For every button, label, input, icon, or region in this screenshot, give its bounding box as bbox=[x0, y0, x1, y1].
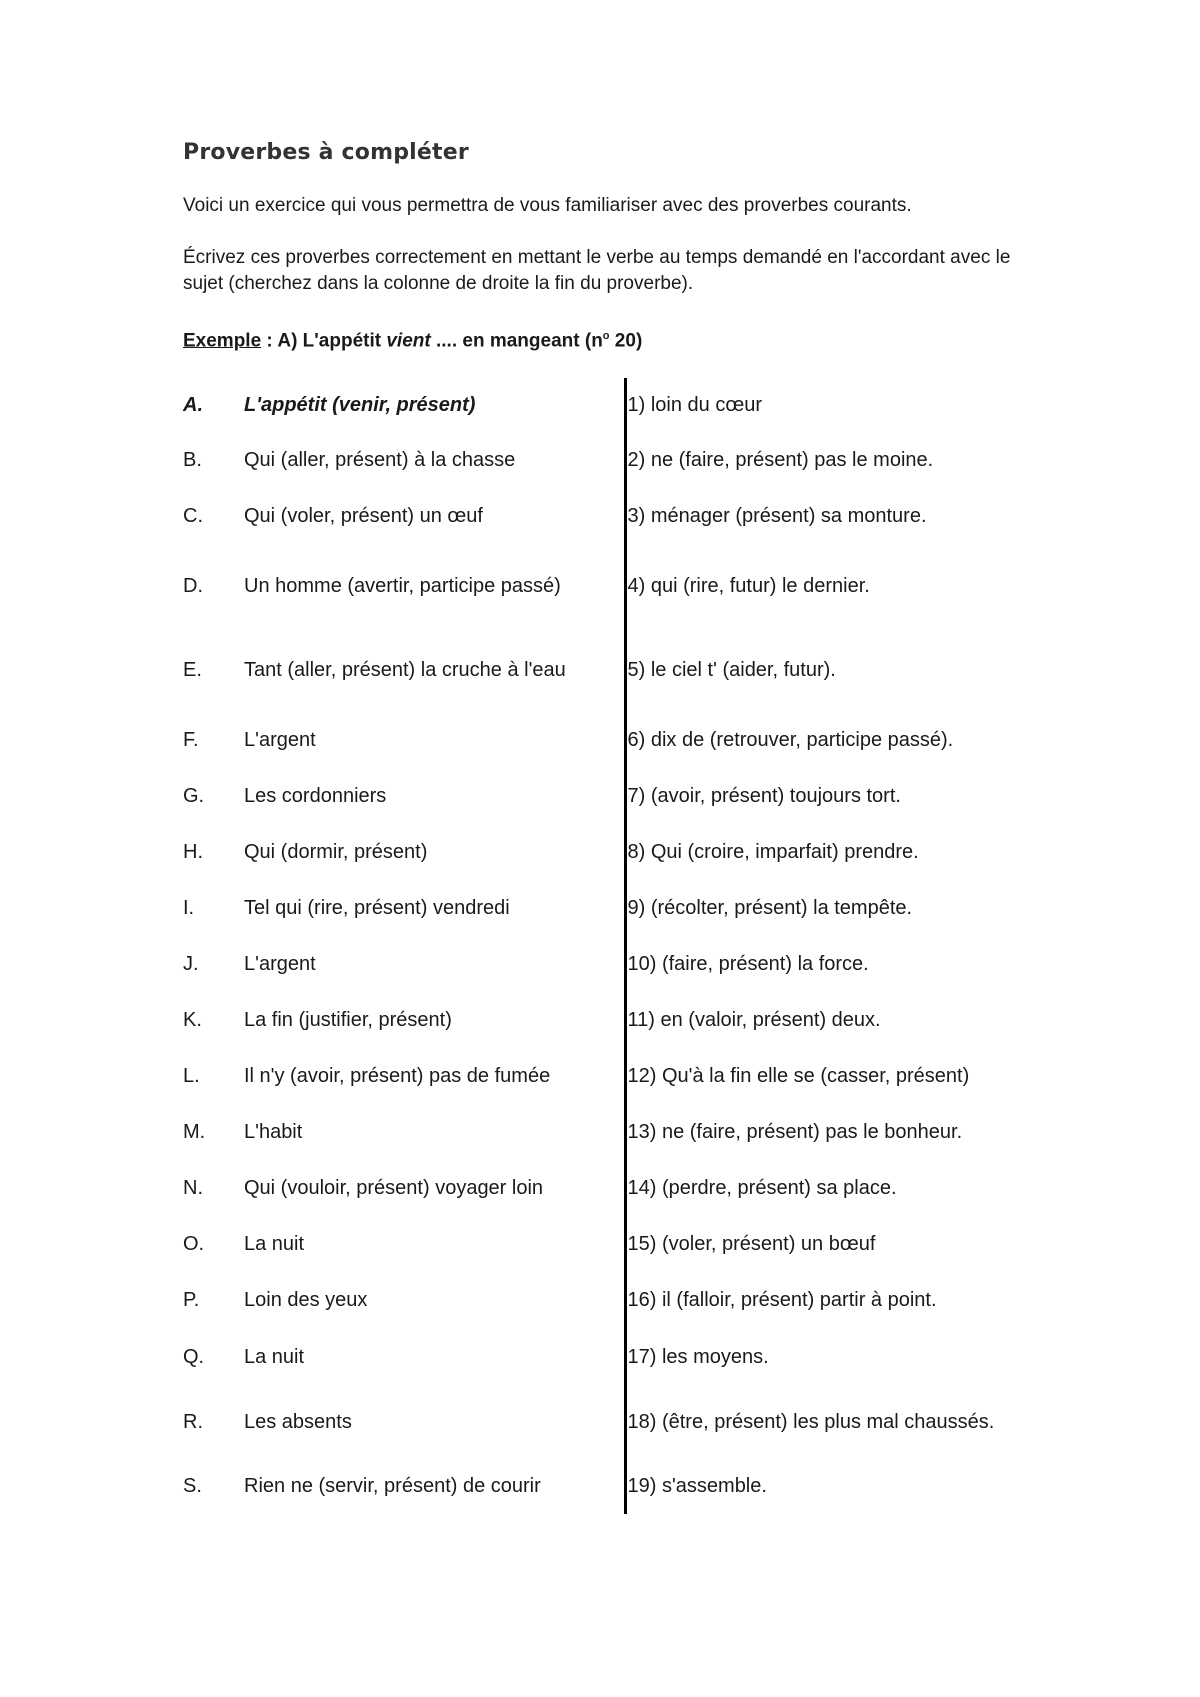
proverb-start-cell bbox=[183, 432, 625, 488]
row-letter: E. bbox=[183, 659, 202, 682]
row-letter: Q. bbox=[183, 1346, 205, 1369]
example-after: .... en mangeant (n bbox=[430, 330, 603, 352]
proverb-start-text: La nuit bbox=[244, 1346, 305, 1369]
page-title: Proverbes à compléter bbox=[183, 140, 469, 165]
proverb-start-text: Qui (vouloir, présent) voyager loin bbox=[244, 1177, 544, 1200]
proverb-start-cell bbox=[183, 824, 625, 880]
proverb-row bbox=[183, 1458, 1033, 1514]
proverb-end-cell: 5) le ciel t' (aider, futur). bbox=[625, 628, 1033, 712]
example-verb: vient bbox=[386, 330, 431, 352]
row-letter: P. bbox=[183, 1289, 200, 1312]
proverb-row bbox=[183, 824, 1033, 880]
proverb-start-cell bbox=[183, 628, 625, 712]
proverb-start-cell bbox=[183, 488, 625, 544]
proverb-start-cell bbox=[183, 1272, 625, 1328]
proverb-end-cell: 16) il (falloir, présent) partir à point. bbox=[625, 1272, 1033, 1328]
proverb-start-text: Tant (aller, présent) la cruche à l'eau bbox=[244, 659, 566, 682]
proverb-start-text: Qui (voler, présent) un œuf bbox=[244, 505, 483, 528]
proverb-start-text: L'habit bbox=[244, 1121, 303, 1144]
document-page bbox=[183, 140, 1043, 1514]
proverb-row bbox=[183, 544, 1033, 628]
proverb-end-cell: 2) ne (faire, présent) pas le moine. bbox=[625, 432, 1033, 488]
proverb-start-text: Les cordonniers bbox=[244, 785, 387, 808]
row-letter: N. bbox=[183, 1177, 203, 1200]
proverb-end-cell: 1) loin du cœur bbox=[625, 378, 1033, 432]
proverb-start-cell bbox=[183, 1048, 625, 1104]
proverb-start-cell bbox=[183, 936, 625, 992]
proverb-start-text: L'argent bbox=[244, 953, 316, 976]
row-letter: J. bbox=[183, 953, 199, 976]
instruction-paragraph: Écrivez ces proverbes correctement en mettant le verbe au temps demandé en l'accordant avec le sujet (cherchez dans la colonne de droite la fin du proverbe). bbox=[183, 247, 1011, 294]
proverb-row bbox=[183, 992, 1033, 1048]
proverb-row bbox=[183, 1048, 1033, 1104]
example-label: Exemple bbox=[183, 330, 262, 352]
proverb-end-cell: 18) (être, présent) les plus mal chaussés. bbox=[625, 1386, 1033, 1458]
proverb-start-cell bbox=[183, 1458, 625, 1514]
proverb-row bbox=[183, 712, 1033, 768]
row-letter: H. bbox=[183, 841, 203, 864]
proverb-end-cell: 6) dix de (retrouver, participe passé). bbox=[625, 712, 1033, 768]
proverb-start-text: Un homme (avertir, participe passé) bbox=[244, 575, 561, 598]
row-letter: G. bbox=[183, 785, 205, 808]
proverb-end-cell: 3) ménager (présent) sa monture. bbox=[625, 488, 1033, 544]
proverb-start-text: Qui (aller, présent) à la chasse bbox=[244, 449, 516, 472]
proverb-end-cell: 7) (avoir, présent) toujours tort. bbox=[625, 768, 1033, 824]
proverbs-table-body bbox=[183, 378, 1033, 1514]
proverb-end-cell: 11) en (valoir, présent) deux. bbox=[625, 992, 1033, 1048]
proverb-start-text: La nuit bbox=[244, 1233, 305, 1256]
proverb-start-text: Il n'y (avoir, présent) pas de fumée bbox=[244, 1065, 551, 1088]
row-letter: C. bbox=[183, 505, 203, 528]
proverb-row bbox=[183, 1160, 1033, 1216]
proverb-row bbox=[183, 628, 1033, 712]
row-letter: K. bbox=[183, 1009, 202, 1032]
proverb-end-cell: 12) Qu'à la fin elle se (casser, présent) bbox=[625, 1048, 1033, 1104]
example-before: A) L'appétit bbox=[277, 330, 387, 352]
proverb-row bbox=[183, 1386, 1033, 1458]
proverb-row bbox=[183, 1328, 1033, 1386]
row-letter: D. bbox=[183, 575, 203, 598]
proverbs-table bbox=[183, 378, 1033, 1514]
proverb-row bbox=[183, 1216, 1033, 1272]
proverb-start-cell bbox=[183, 712, 625, 768]
proverb-start-text: L'argent bbox=[244, 729, 316, 752]
example-separator: : bbox=[261, 330, 278, 352]
proverb-end-cell: 17) les moyens. bbox=[625, 1328, 1033, 1386]
row-letter: R. bbox=[183, 1411, 203, 1434]
row-letter: B. bbox=[183, 449, 202, 472]
proverb-row bbox=[183, 880, 1033, 936]
row-letter: I. bbox=[183, 897, 195, 920]
proverb-start-text: Rien ne (servir, présent) de courir bbox=[244, 1475, 541, 1498]
proverb-row bbox=[183, 936, 1033, 992]
proverb-start-cell bbox=[183, 378, 625, 432]
proverb-end-cell: 9) (récolter, présent) la tempête. bbox=[625, 880, 1033, 936]
intro-paragraph: Voici un exercice qui vous permettra de vous familiariser avec des proverbes courants. bbox=[183, 195, 912, 216]
proverb-start-cell bbox=[183, 992, 625, 1048]
row-letter: F. bbox=[183, 729, 199, 752]
example-superscript: o bbox=[602, 330, 610, 342]
row-letter: O. bbox=[183, 1233, 205, 1256]
proverb-end-cell: 4) qui (rire, futur) le dernier. bbox=[625, 544, 1033, 628]
proverb-row bbox=[183, 1272, 1033, 1328]
proverb-start-text: La fin (justifier, présent) bbox=[244, 1009, 452, 1032]
proverb-row bbox=[183, 378, 1033, 432]
proverb-start-cell bbox=[183, 880, 625, 936]
proverb-start-text: Tel qui (rire, présent) vendredi bbox=[244, 897, 510, 920]
row-letter: M. bbox=[183, 1121, 206, 1144]
proverb-start-cell bbox=[183, 544, 625, 628]
example-line bbox=[183, 323, 1043, 354]
row-letter: L. bbox=[183, 1065, 200, 1088]
example-end: 20) bbox=[609, 330, 643, 352]
proverb-row bbox=[183, 1104, 1033, 1160]
proverb-start-cell bbox=[183, 1386, 625, 1458]
proverb-start-text: Les absents bbox=[244, 1411, 352, 1434]
proverb-start-cell bbox=[183, 1160, 625, 1216]
proverb-start-cell bbox=[183, 1216, 625, 1272]
row-letter: A. bbox=[183, 394, 203, 417]
proverb-end-cell: 19) s'assemble. bbox=[625, 1458, 1033, 1514]
proverb-end-cell: 13) ne (faire, présent) pas le bonheur. bbox=[625, 1104, 1033, 1160]
proverb-row bbox=[183, 488, 1033, 544]
proverb-start-cell bbox=[183, 768, 625, 824]
proverb-end-cell: 8) Qui (croire, imparfait) prendre. bbox=[625, 824, 1033, 880]
proverb-start-cell bbox=[183, 1104, 625, 1160]
proverb-row bbox=[183, 768, 1033, 824]
proverb-row bbox=[183, 432, 1033, 488]
proverb-start-text: Loin des yeux bbox=[244, 1289, 368, 1312]
proverb-end-cell: 14) (perdre, présent) sa place. bbox=[625, 1160, 1033, 1216]
proverb-end-cell: 10) (faire, présent) la force. bbox=[625, 936, 1033, 992]
proverb-start-cell bbox=[183, 1328, 625, 1386]
proverb-start-text: Qui (dormir, présent) bbox=[244, 841, 428, 864]
proverb-start-text: L'appétit (venir, présent) bbox=[244, 394, 476, 417]
row-letter: S. bbox=[183, 1475, 202, 1498]
proverb-end-cell: 15) (voler, présent) un bœuf bbox=[625, 1216, 1033, 1272]
